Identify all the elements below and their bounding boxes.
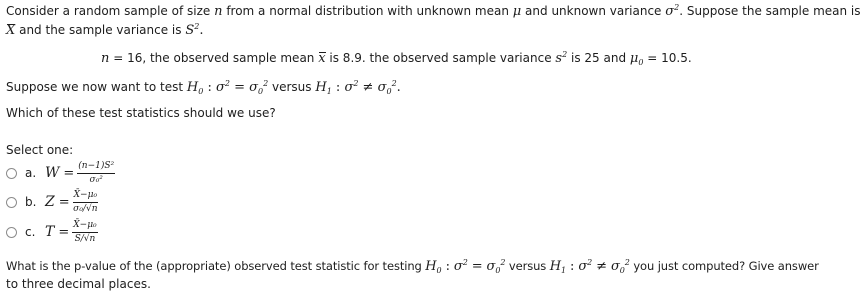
option-formula: $\frac{\text{X̄−μ₀}}{\text{σ₀/√n}}$ — [73, 189, 98, 214]
var-n-given: n — [101, 51, 110, 66]
q1-text-4b: versus — [272, 80, 312, 94]
option-letter: b. — [25, 195, 37, 209]
var-xbar-lower: x — [318, 51, 326, 66]
option-a[interactable]: a. W = $\frac{\text{(n−1)S²}}{\text{σ₀²}}$ — [6, 156, 115, 190]
hypothesis-h1-q2: $H_1$ — [549, 259, 566, 275]
radio-button[interactable] — [6, 168, 17, 179]
var-sigma-squared: $\sigma^2$ — [665, 3, 680, 19]
option-variable: W — [45, 165, 60, 181]
option-variable: Z — [45, 194, 55, 210]
q2-text-1a: What is the p-value of the (appropriate) observed test statistic for testing — [6, 259, 422, 273]
hypothesis-h1: $H_1$ — [315, 80, 332, 96]
question2-line2: to three decimal places. — [6, 277, 151, 291]
radio-button[interactable] — [6, 227, 17, 238]
q2-text-1b: versus — [508, 259, 547, 273]
q1-text-1b: from a normal distribution with unknown mean — [226, 4, 509, 18]
var-s-squared: $S^2$ — [185, 22, 200, 38]
q2-text-1c: you just computed? Give answer — [633, 259, 819, 273]
question1-prompt: Which of these test statistics should we use? — [6, 106, 276, 120]
q1-text-4a: Suppose we now want to test — [6, 80, 184, 94]
question1-line2: X and the sample variance is $S^2$. — [6, 22, 204, 38]
q1-text-3b: is 8.9. the observed sample variance — [329, 51, 552, 65]
q1-text-1d: . Suppose the sample mean is — [679, 4, 861, 18]
select-one-label: Select one: — [6, 143, 74, 157]
option-formula: $\frac{\text{X̄−μ₀}}{S/√n}$ — [73, 219, 97, 244]
q1-text-3d: = 10.5. — [647, 51, 692, 65]
hypothesis-h0-q2: $H_0$ — [425, 259, 442, 275]
question1-line4: Suppose we now want to test $H_0$ : $\sigma^2 = \sigma_0^2$ versus $H_1$ : $\sigma^2 \ne \sigma_0^2$. — [6, 79, 401, 96]
option-c[interactable]: c. T = $\frac{\text{X̄−μ₀}}{S/√n}$ — [6, 215, 98, 249]
q1-text-2b: and the sample variance is — [19, 23, 182, 37]
option-b[interactable]: b. Z = $\frac{\text{X̄−μ₀}}{\text{σ₀/√n}}$ — [6, 185, 98, 219]
var-mu: μ — [512, 4, 522, 19]
q1-text-3c: is 25 and — [571, 51, 627, 65]
option-letter: a. — [25, 166, 37, 180]
var-mu0: $\mu_0$ — [629, 51, 644, 67]
q1-text-1a: Consider a random sample of size — [6, 4, 211, 18]
option-letter: c. — [25, 225, 36, 239]
question1-line3 — [101, 50, 692, 67]
option-variable: T — [45, 224, 55, 240]
hypothesis-h0: $H_0$ — [186, 80, 204, 96]
var-xbar: X — [6, 23, 16, 38]
question1-line1 — [6, 3, 861, 20]
question2-line1: What is the p-value of the (appropriate) observed test statistic for testing $H_0$ : $\sigma^2 = \sigma_0^2$ versus $H_1$ : $\sigma^2 \ne \sigma_0^2$ you just computed? Give answer — [6, 258, 819, 275]
var-n: n — [214, 4, 223, 19]
q1-text-1c: and unknown variance — [525, 4, 662, 18]
radio-button[interactable] — [6, 197, 17, 208]
var-s2-lower: $s^2$ — [555, 50, 568, 66]
q1-text-3a: = 16, the observed sample mean — [113, 51, 315, 65]
option-formula: $\frac{\text{(n−1)S²}}{\text{σ₀²}}$ — [78, 160, 115, 185]
